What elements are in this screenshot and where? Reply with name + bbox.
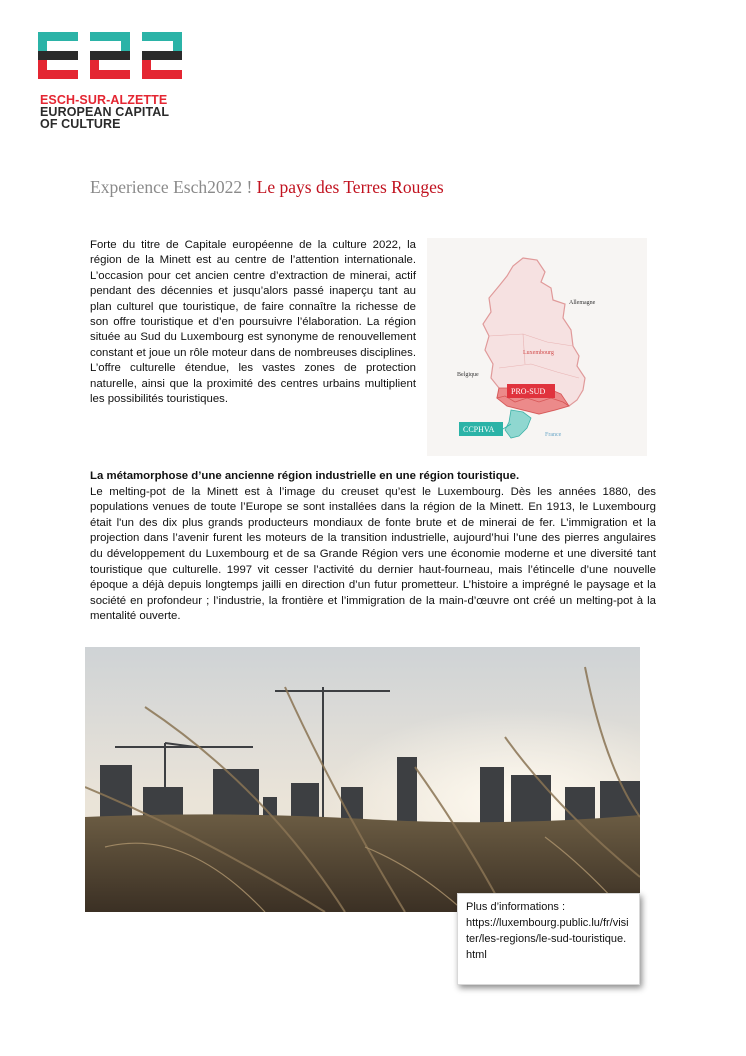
photo-illustration xyxy=(85,647,640,912)
section-heading: La métamorphose d’une ancienne région industrielle en une région touristique. xyxy=(90,470,520,482)
industrial-landscape-photo xyxy=(85,647,640,912)
map-label-france: France xyxy=(545,432,562,438)
section-body: Le melting-pot de la Minett est à l’image du creuset qu’est le Luxembourg. Dès les années 1880, des populations venues de toute l’Europe se sont installées dans la région de la Minett. En 1913, le Luxembourg était l'un des dix plus grands producteurs mondiaux de fonte brute et de minerai de fer. L’immigration et la projection dans l’avenir furent les moteurs de la transition industrielle, aujourd’hui l’une des pierres angulaires du développement du Luxembourg et de sa Grande Région vers une économie moderne et une diversité tant touristique que culturelle. 1997 vit cesser l’activité du dernier haut-fourneau, mais l’étincelle d’une nouvelle époque a déjà depuis longtemps jailli en direction d’un futur prometteur. L’histoire a imprégné le paysage et la société en profondeur ; l’industrie, la frontière et l’immigration de la main-d’œuvre ont créé un melting-pot à la mentalité ouverte. xyxy=(90,485,656,623)
more-info-heading: Plus d’informations : xyxy=(466,901,566,913)
intro-paragraph: Forte du titre de Capitale européenne de la culture 2022, la région de la Minett est au centre de l’attention internationale. L’occasion pour cet ancien centre d’extraction de minerai, actif pendant des décennies et jusqu’alors passé inaperçu tant au plan culturel que touristique, de faire connaître la richesse de son offre touristique et d’en poursuivre l’élaboration. La région située au Sud du Luxembourg est synonyme de renouvellement constant et joue un rôle moteur dans de nombreuses disciplines. L’offre culturelle étendue, les vastes zones de protection naturelle, ainsi que la proximité des centres urbains multiplient les possibilités touristiques. xyxy=(90,239,416,406)
logo-line-city: ESCH-SUR-ALZETTE xyxy=(40,93,168,107)
section-metamorphosis xyxy=(90,469,656,625)
more-info-note xyxy=(457,893,640,985)
region-map xyxy=(427,238,647,456)
title-main: Le pays des Terres Rouges xyxy=(256,177,444,197)
map-label-ccphva: CCPHVA xyxy=(463,425,495,434)
logo-line-culture: OF CULTURE xyxy=(40,117,121,131)
map-label-prosud: PRO-SUD xyxy=(511,387,546,396)
map-label-germany: Allemagne xyxy=(569,300,596,306)
ccphva-region xyxy=(505,410,531,438)
title-prefix: Experience Esch2022 ! xyxy=(90,177,257,197)
map-label-luxembourg: Luxembourg xyxy=(523,350,554,356)
more-info-url[interactable]: https://luxembourg.public.lu/fr/visiter/les-regions/le-sud-touristique.html xyxy=(466,917,629,961)
logo-line-capital: EUROPEAN CAPITAL xyxy=(40,105,170,119)
logo xyxy=(38,32,183,132)
luxembourg-map-figure xyxy=(427,238,647,456)
map-label-belgium: Belgique xyxy=(457,372,479,378)
logo-text xyxy=(40,94,169,130)
page-title xyxy=(90,177,444,198)
esch2022-logo-mark xyxy=(38,32,183,88)
